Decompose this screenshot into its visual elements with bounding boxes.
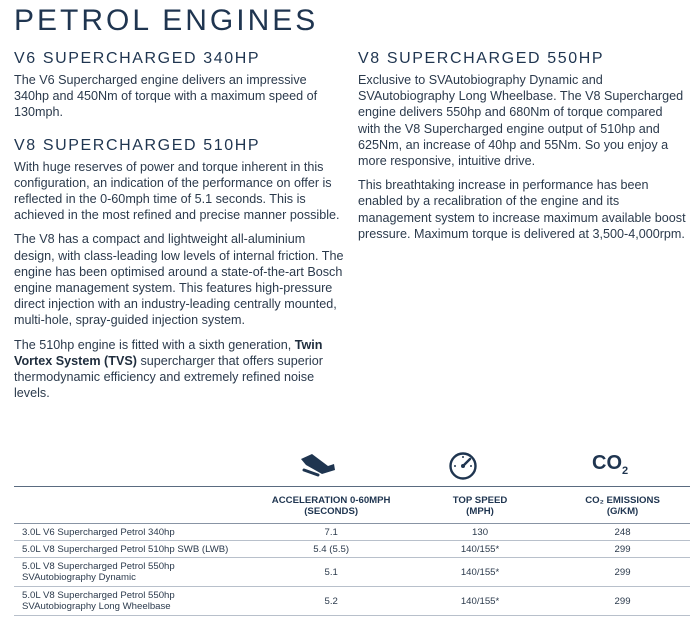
spec-icons-row (0, 450, 700, 490)
v8-510-paragraph-3 (14, 337, 344, 402)
accelerator-pedal-icon (298, 450, 338, 478)
top-speed-cell: 140/155* (405, 541, 555, 558)
left-column (14, 50, 344, 409)
v8-550-paragraph-1: Exclusive to SVAutobiography Dynamic and SVAutobiography Long Wheelbase. The V8 Supercharged engine delivers 550hp and 680Nm of torque compared with the V8 Supercharged engine output of 510hp and 625Nm, an increase of 40hp and 55Nm. So you enjoy a more responsive, intuitive drive. (358, 73, 684, 169)
v8-550-heading: V8 SUPERCHARGED 550HP (358, 50, 605, 67)
page-title: PETROL ENGINES (14, 4, 319, 37)
v8-510-p3-end: supercharger that offers superior thermodynamic efficiency and extremely refined noise levels. (14, 353, 323, 401)
header-co2 (555, 487, 690, 524)
acceleration-cell: 7.1 (257, 524, 405, 541)
right-column (358, 50, 688, 250)
co2-cell: 299 (555, 558, 690, 587)
v6-paragraph: The V6 Supercharged engine delivers an impressive 340hp and 450Nm of torque with a maximum speed of 130mph. (14, 73, 318, 120)
co2-cell: 299 (555, 587, 690, 616)
v8-510-paragraph-2: The V8 has a compact and lightweight all-aluminium design, with class-leading low levels of internal friction. The engine has been optimised around a state-of-the-art Bosch engine management system. This features high-pressure direct injection with an industry-leading centrally mounted, multi-hole, spray-guided injection system. (14, 232, 344, 328)
top-speed-cell: 140/155* (405, 587, 555, 616)
v8-550-paragraph-2: This breathtaking increase in performance has been enabled by a recalibration of the engine and its management system to increase maximum available boost pressure. Maximum torque is delivered at 3,500-4,000rpm. (358, 178, 686, 241)
v8-510-heading: V8 SUPERCHARGED 510HP (14, 136, 261, 154)
table-row (14, 541, 690, 558)
header-co2-text: CO₂ EMISSIONS (G/KM) (585, 495, 660, 517)
v6-heading: V6 SUPERCHARGED 340HP (14, 50, 261, 67)
performance-table (14, 486, 690, 616)
top-speed-cell: 140/155* (405, 558, 555, 587)
tvs-bold-text: Twin Vortex System (TVS) (14, 337, 323, 368)
v8-510-paragraph-1: With huge reserves of power and torque inherent in this configuration, an indication of the performance on offer is reflected in the 0-60mph time of 5.1 seconds. This is achieved in the most refined and precise manner possible. (14, 159, 340, 223)
co2-icon (592, 452, 628, 477)
co2-cell: 299 (555, 541, 690, 558)
acceleration-cell: 5.4 (5.5) (257, 541, 405, 558)
header-acceleration-text: ACCELERATION 0-60MPH (SECONDS) (271, 495, 391, 517)
table-row (14, 524, 690, 541)
v8-510-p3-start: The 510hp engine is fitted with a sixth generation, (14, 337, 292, 352)
header-top-speed (405, 487, 555, 524)
header-acceleration (257, 487, 405, 524)
header-model (14, 487, 257, 524)
co2-icon-sub: 2 (622, 465, 629, 477)
model-cell: 5.0L V8 Supercharged Petrol 510hp SWB (LWB) (14, 541, 257, 558)
top-speed-cell: 130 (405, 524, 555, 541)
co2-icon-main: CO (592, 452, 622, 474)
speedometer-icon (446, 450, 480, 480)
table-header-row (14, 487, 690, 524)
acceleration-cell: 5.1 (257, 558, 405, 587)
model-cell: 3.0L V6 Supercharged Petrol 340hp (14, 524, 257, 541)
acceleration-cell: 5.2 (257, 587, 405, 616)
table-row (14, 558, 690, 587)
co2-cell: 248 (555, 524, 690, 541)
table-row (14, 587, 690, 616)
header-top-speed-text: TOP SPEED (MPH) (452, 495, 508, 517)
model-cell: 5.0L V8 Supercharged Petrol 550hp SVAutobiography Long Wheelbase (14, 587, 257, 616)
model-cell: 5.0L V8 Supercharged Petrol 550hp SVAutobiography Dynamic (14, 558, 257, 587)
